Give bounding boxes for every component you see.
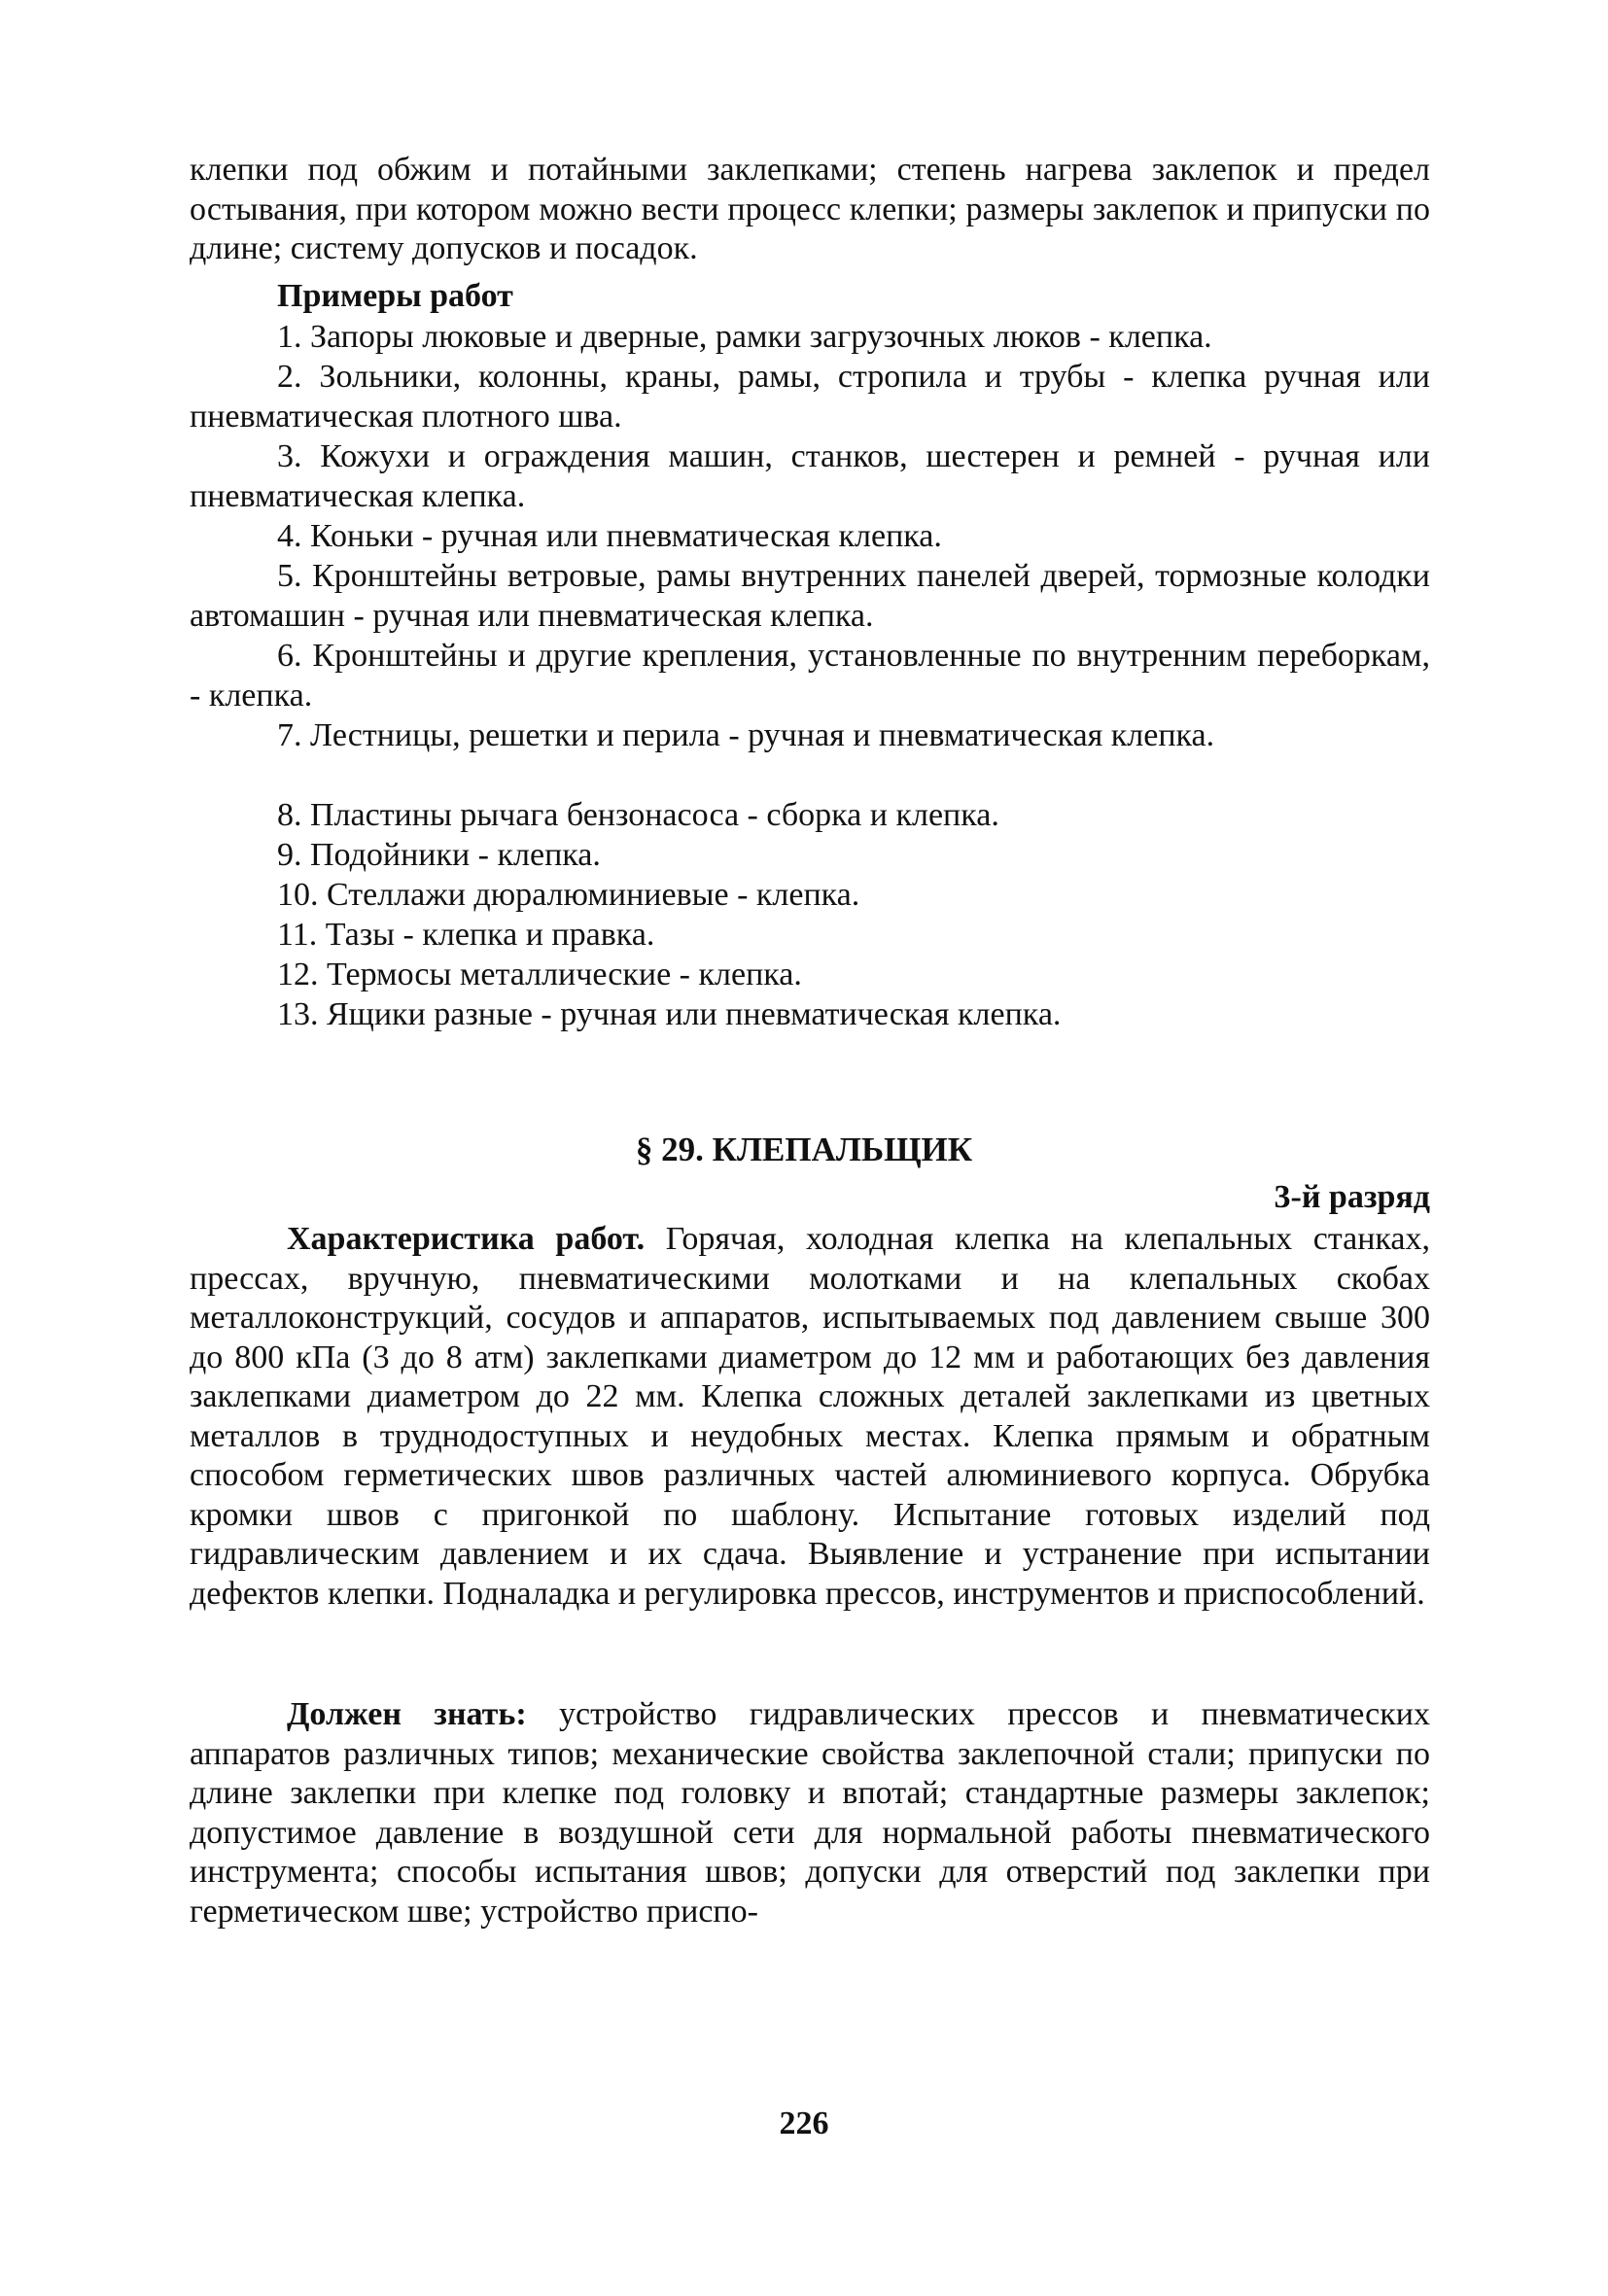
example-item: 10. Стеллажи дюралюминиевые - клепка. (277, 877, 860, 913)
example-item: 11. Тазы - клепка и правка. (277, 917, 655, 953)
example-item: 6. Кронштейны и другие крепления, установленные по внутренним переборкам, - клепка. (190, 638, 1430, 713)
must-know-text: устройство гидравлических прессов и пневматических аппаратов различных типов; механические свойства заклепочной стали; припуски по длине заклепки при клепке под головку и впотай; стандартные размеры заклепок; допустимое давление в воздушной сети для нормальной работы пневматического инструмента; способы испытания швов; допуски для отверстий под заклепки при герметическом шве; устройство приспо- (190, 1696, 1430, 1930)
must-know-lead: Должен знать: (287, 1696, 527, 1732)
intro-paragraph: клепки под обжим и потайными заклепками; степень нагрева заклепок и предел остывания, при котором можно вести процесс клепки; размеры заклепок и припуски по длине; систему допусков и посадок. (190, 152, 1430, 266)
example-item: 3. Кожухи и ограждения машин, станков, шестерен и ремней - ручная или пневматическая клепка. (190, 438, 1430, 514)
grade-label: 3-й разряд (1274, 1179, 1430, 1215)
page-number: 226 (779, 2105, 829, 2141)
example-item: 13. Ящики разные - ручная или пневматическая клепка. (277, 996, 1062, 1032)
characteristics-text: Горячая, холодная клепка на клепальных станках, прессах, вручную, пневматическими молотками и на клепальных скобах металлоконструкций, сосудов и аппаратов, испытываемых под давлением свыше 300 до 800 кПа (3 до 8 атм) заклепками диаметром до 12 мм и работающих без давления заклепками диаметром до 22 мм. Клепка сложных деталей заклепками из цветных металлов в труднодоступных и неудобных местах. Клепка прямым и обратным способом герметических швов различных частей алюминиевого корпуса. Обрубка кромки швов с пригонкой по шаблону. Испытание готовых изделий под гидравлическим давлением и их сдача. Выявление и устранение при испытании дефектов клепки. Подналадка и регулировка прессов, инструментов и приспособлений. (190, 1221, 1430, 1612)
example-item: 1. Запоры люковые и дверные, рамки загрузочных люков - клепка. (277, 319, 1212, 355)
characteristics-paragraph (190, 1220, 1430, 1614)
characteristics-lead: Характеристика работ. (287, 1221, 646, 1257)
example-item: 4. Коньки - ручная или пневматическая клепка. (277, 518, 942, 554)
section-title: § 29. КЛЕПАЛЬЩИК (635, 1131, 973, 1168)
must-know-paragraph (190, 1695, 1430, 1931)
example-item: 7. Лестницы, решетки и перила - ручная и пневматическая клепка. (277, 717, 1215, 753)
examples-heading: Примеры работ (277, 278, 513, 314)
example-item: 8. Пластины рычага бензонасоса - сборка и клепка. (277, 797, 999, 833)
example-item: 12. Термосы металлические - клепка. (277, 957, 802, 992)
example-item: 9. Подойники - клепка. (277, 837, 601, 873)
example-item: 2. Зольники, колонны, краны, рамы, стропила и трубы - клепка ручная или пневматическая плотного шва. (190, 359, 1430, 435)
example-item: 5. Кронштейны ветровые, рамы внутренних панелей дверей, тормозные колодки автомашин - ручная или пневматическая клепка. (190, 558, 1430, 634)
